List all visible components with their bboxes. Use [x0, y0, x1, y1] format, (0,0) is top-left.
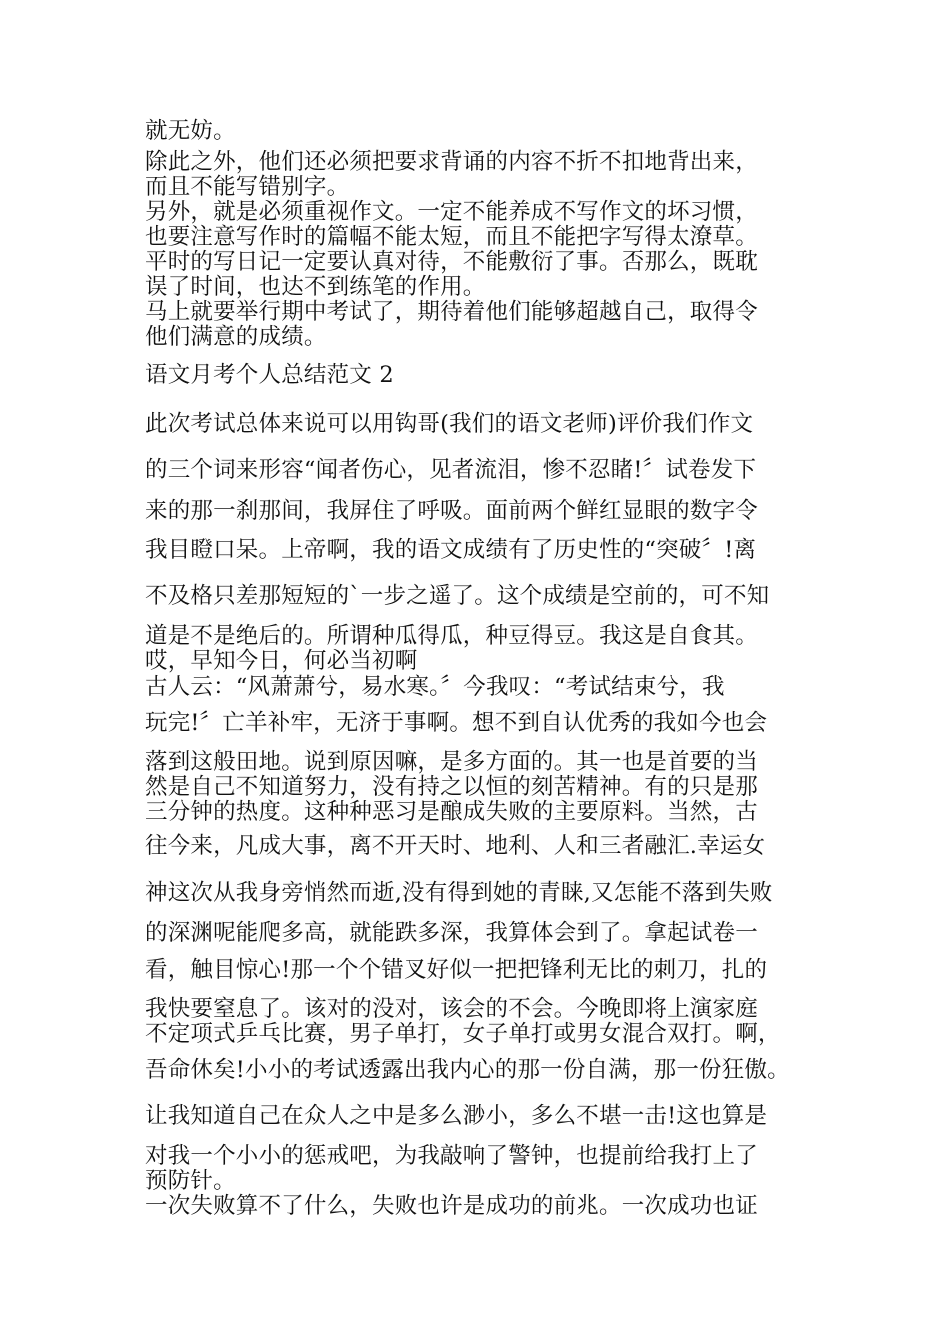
text-line: 玩完!〞亡羊补牢，无济于事啊。想不到自认优秀的我如今也会 [145, 710, 768, 736]
text-line: 让我知道自己在众人之中是多么渺小，多么不堪一击!这也算是 [145, 1103, 768, 1129]
text-line: 然是自己不知道努力，没有持之以恒的刻苦精神。有的只是那 [145, 774, 758, 800]
text-line: 不及格只差那短短的`一步之遥了。这个成绩是空前的，可不知 [145, 583, 770, 609]
text-line: 我目瞪口呆。上帝啊，我的语文成绩有了历史性的“突破〞!离 [145, 537, 757, 563]
text-line: 的深渊呢能爬多高，就能跌多深，我算体会到了。拿起试卷一 [145, 920, 758, 946]
text-line: 古人云：“风萧萧兮，易水寒。〞今我叹：“考试结束兮，我 [145, 674, 725, 700]
text-line: 对我一个小小的惩戒吧，为我敲响了警钟，也提前给我打上了 [145, 1143, 758, 1169]
text-line: 误了时间，也达不到练笔的作用。 [145, 274, 486, 300]
text-line: 他们满意的成绩。 [145, 324, 327, 350]
text-line: 吾命休矣!小小的考试透露出我内心的那一份自满，那一份狂傲。 [145, 1057, 790, 1083]
text-line: 马上就要举行期中考试了，期待着他们能够超越自己，取得令 [145, 299, 758, 325]
text-line: 往今来，凡成大事，离不开天时、地利、人和三者融汇.幸运女 [145, 833, 766, 859]
text-line: 来的那一刹那间，我屏住了呼吸。面前两个鲜红显眼的数字令 [145, 498, 758, 524]
text-line: 除此之外，他们还必须把要求背诵的内容不折不扣地背出来， [145, 149, 758, 175]
text-line: 我快要窒息了。该对的没对，该会的不会。今晚即将上演家庭 [145, 996, 758, 1022]
text-line: 预防针。 [145, 1168, 236, 1194]
text-line: 就无妨。 [145, 118, 236, 144]
text-line: 不定项式乒乓比赛，男子单打，女子单打或男女混合双打。啊， [145, 1021, 781, 1047]
text-line: 看，触目惊心!那一个个错叉好似一把把锋利无比的刺刀，扎的 [145, 957, 768, 983]
text-line: 另外，就是必须重视作文。一定不能养成不写作文的坏习惯， [145, 199, 758, 225]
text-line: 也要注意写作时的篇幅不能太短，而且不能把字写得太潦草。 [145, 224, 758, 250]
text-line: 三分钟的热度。这种种恶习是酿成失败的主要原料。当然，古 [145, 799, 758, 825]
text-line: 哎，早知今日，何必当初啊 [145, 648, 418, 674]
section-heading: 语文月考个人总结范文 2 [145, 362, 394, 388]
text-line: 一次失败算不了什么，失败也许是成功的前兆。一次成功也证 [145, 1193, 758, 1219]
text-line: 道是不是绝后的。所谓种瓜得瓜，种豆得豆。我这是自食其。 [145, 623, 758, 649]
text-line: 平时的写日记一定要认真对待，不能敷衍了事。否那么，既耽 [145, 249, 758, 275]
text-line: 神这次从我身旁悄然而逝,没有得到她的青睐,又怎能不落到失败 [145, 880, 773, 906]
text-line: 此次考试总体来说可以用钩哥(我们的语文老师)评价我们作文 [145, 411, 754, 437]
text-line: 而且不能写错别字。 [145, 174, 350, 200]
text-line: 的三个词来形容“闻者伤心，见者流泪，惨不忍睹!〞试卷发下 [145, 457, 757, 483]
text-line: 落到这般田地。说到原因嘛，是多方面的。其一也是首要的当 [145, 749, 758, 775]
